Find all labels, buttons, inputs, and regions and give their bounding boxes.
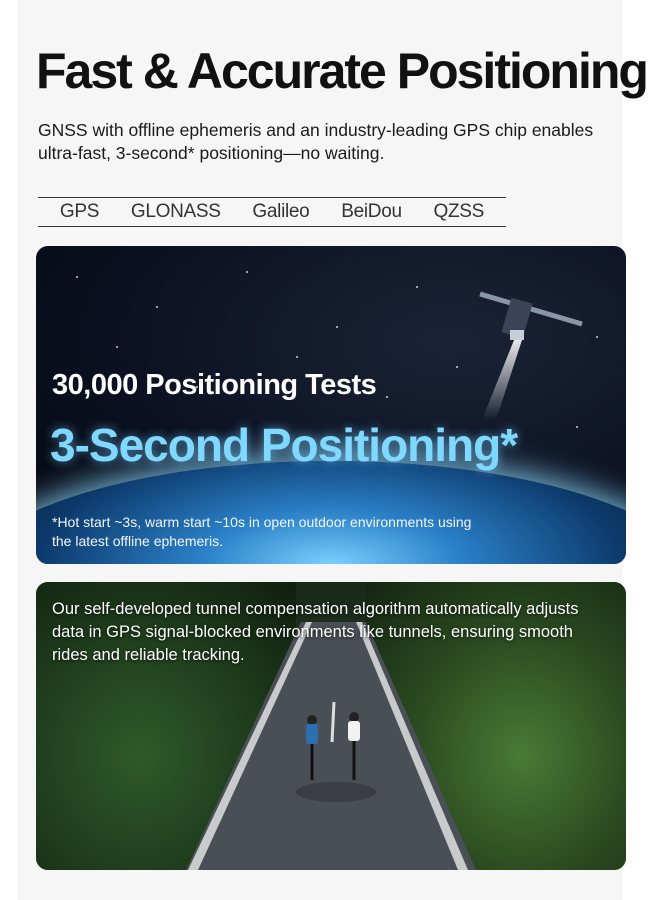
star <box>456 366 458 368</box>
gnss-item-beidou: BeiDou <box>341 201 402 222</box>
positioning-tests-headline: 30,000 Positioning Tests <box>52 369 377 401</box>
gnss-systems-bar <box>38 197 506 227</box>
gnss-item-gps: GPS <box>59 201 100 222</box>
star <box>416 286 418 288</box>
star <box>156 306 158 308</box>
star <box>386 396 388 398</box>
star <box>76 276 78 278</box>
gnss-item-qzss: QZSS <box>433 201 485 222</box>
satellite-icon <box>476 280 586 420</box>
positioning-footnote: *Hot start ~3s, warm start ~10s in open outdoor environments using the latest offline ephemeris. <box>52 514 472 549</box>
page-title: Fast & Accurate Positioning <box>36 43 647 99</box>
star <box>596 336 598 338</box>
star <box>336 326 338 328</box>
star <box>576 426 578 428</box>
tunnel-compensation-card <box>36 582 626 870</box>
gnss-item-galileo: Galileo <box>252 201 310 222</box>
three-second-positioning-highlight: 3-Second Positioning* <box>50 419 518 471</box>
star <box>246 271 248 273</box>
tunnel-compensation-text: Our self-developed tunnel compensation algorithm automatically adjusts data in GPS signal-blocked environments like tunnels, ensuring smooth rides and reliable tracking. <box>52 600 579 664</box>
star <box>116 346 118 348</box>
gnss-item-glonass: GLONASS <box>130 201 221 222</box>
star <box>296 356 298 358</box>
page-subtitle: GNSS with offline ephemeris and an industry-leading GPS chip enables ultra-fast, 3-second* positioning—no waiting. <box>38 120 594 163</box>
space-positioning-card <box>36 246 626 564</box>
